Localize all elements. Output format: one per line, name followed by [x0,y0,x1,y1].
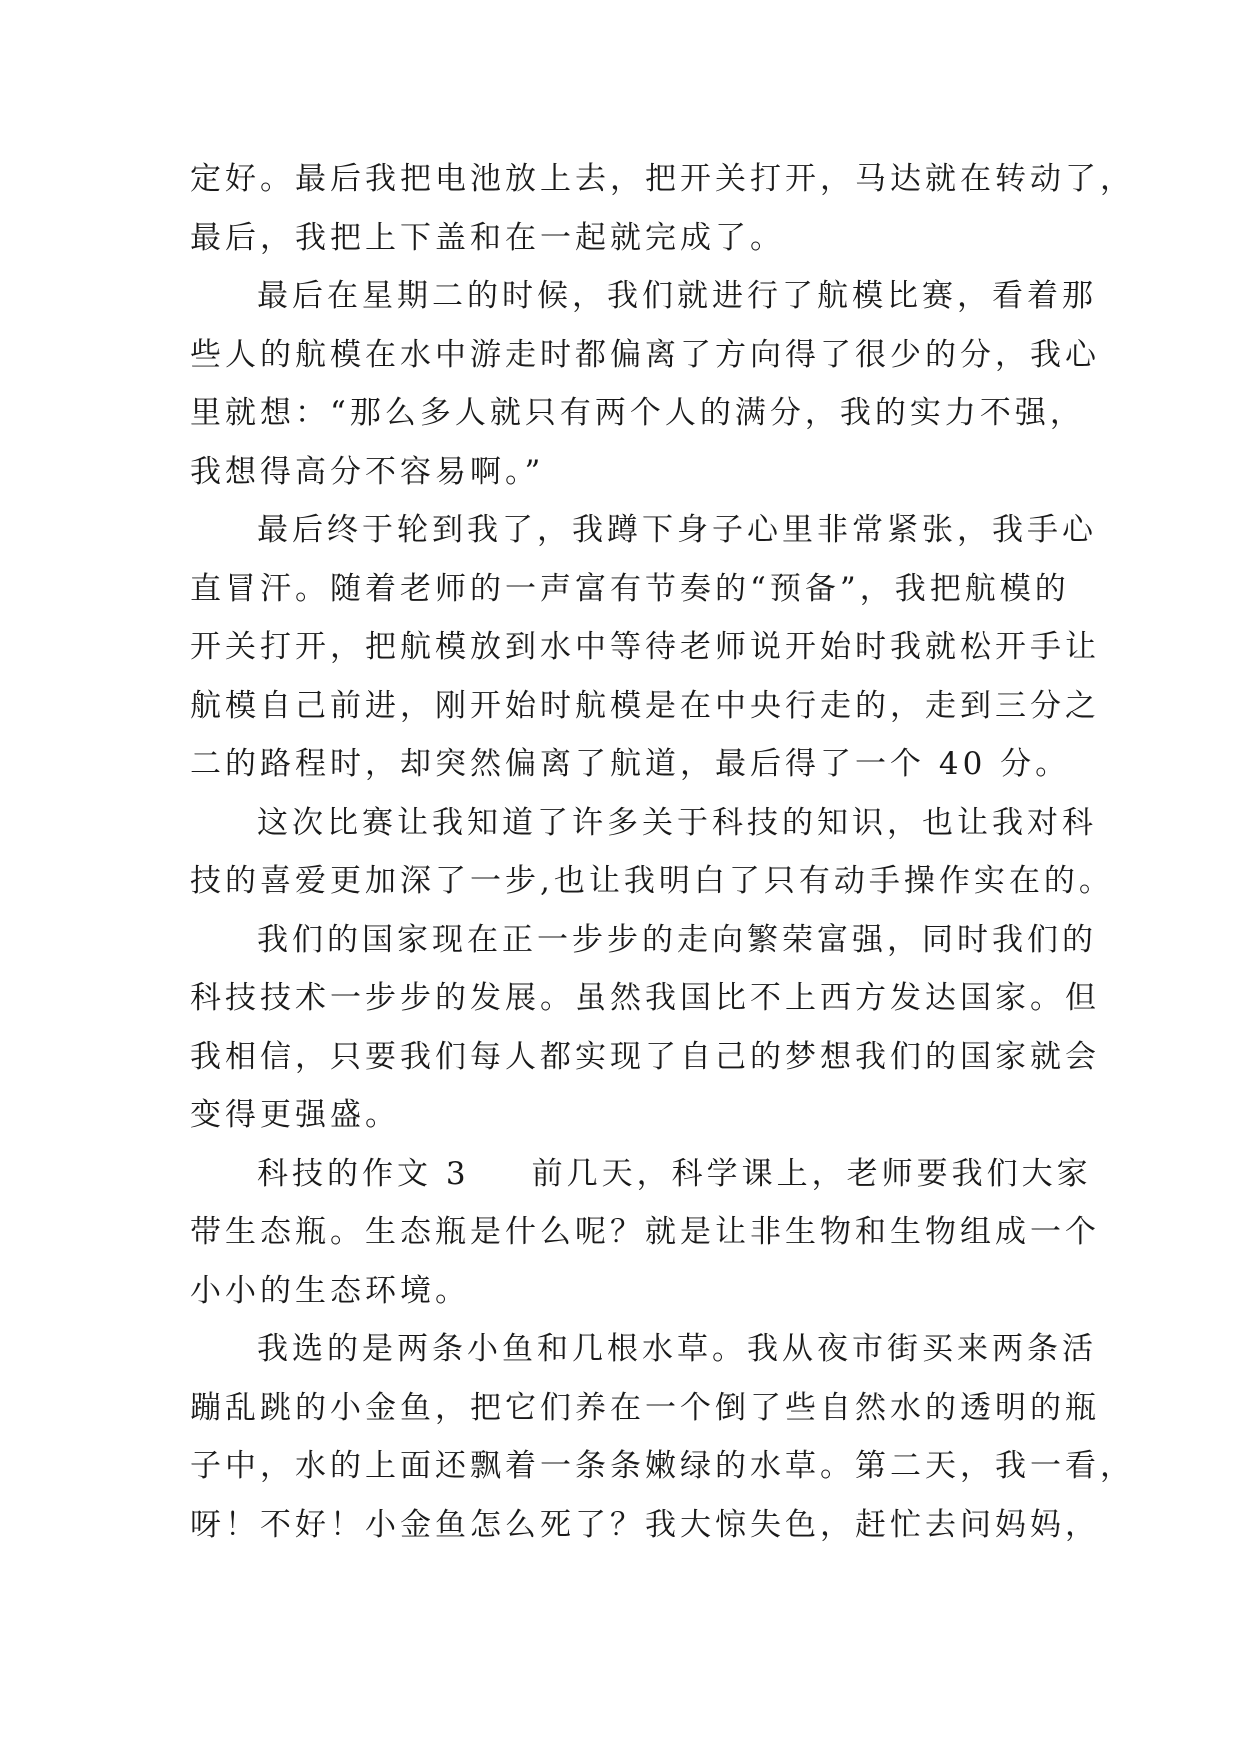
text-line: 定好。最后我把电池放上去，把开关打开，马达就在转动了， [190,161,1135,197]
text-line: 二的路程时，却突然偏离了航道，最后得了一个 40 分。 [190,746,1071,782]
paragraph-start-line: 这次比赛让我知道了许多关于科技的知识，也让我对科 [257,804,1097,841]
text-line: 科技技术一步步的发展。虽然我国比不上西方发达国家。但 [190,980,1100,1016]
text-line: 呀！不好！小金鱼怎么死了？我大惊失色，赶忙去问妈妈， [190,1506,1100,1543]
text-line: 蹦乱跳的小金鱼，把它们养在一个倒了些自然水的透明的瓶 [190,1389,1100,1426]
paragraph-start-line: 我们的国家现在正一步步的走向繁荣富强，同时我们的 [257,921,1097,958]
text-line: 带生态瓶。生态瓶是什么呢？就是让非生物和生物组成一个 [190,1214,1100,1250]
text-line: 子中，水的上面还飘着一条条嫩绿的水草。第二天，我一看， [190,1448,1135,1484]
paragraph-start-line: 我选的是两条小鱼和几根水草。我从夜市街买来两条活 [257,1331,1097,1367]
section-title: 科技的作文 3 [257,1155,470,1192]
section-title-line [190,1145,1092,1204]
text-line: 直冒汗。随着老师的一声富有节奏的“预备”，我把航模的 [190,570,1070,607]
text-line: 我相信，只要我们每人都实现了自己的梦想我们的国家就会 [190,1038,1100,1075]
paragraph-start-line: 最后终于轮到我了，我蹲下身子心里非常紧张，我手心 [257,512,1097,548]
text-line: 开关打开，把航模放到水中等待老师说开始时我就松开手让 [190,629,1100,665]
text-line: 技的喜爱更加深了一步,也让我明白了只有动手操作实在的。 [190,863,1114,899]
text-line: 里就想：“那么多人就只有两个人的满分，我的实力不强， [190,395,1085,431]
text-line: 航模自己前进，刚开始时航模是在中央行走的，走到三分之 [190,687,1100,724]
text-line: 最后，我把上下盖和在一起就完成了。 [190,219,785,256]
text-line: 些人的航模在水中游走时都偏离了方向得了很少的分，我心 [190,336,1100,373]
paragraph-start-line: 最后在星期二的时候，我们就进行了航模比赛，看着那 [257,278,1097,314]
text-line: 我想得高分不容易啊。” [190,453,545,490]
body-text [190,150,1135,1554]
text-line-continuation: 前几天，科学课上，老师要我们大家 [531,1155,1092,1192]
text-line: 变得更强盛。 [190,1097,400,1133]
text-line: 小小的生态环境。 [190,1272,470,1309]
